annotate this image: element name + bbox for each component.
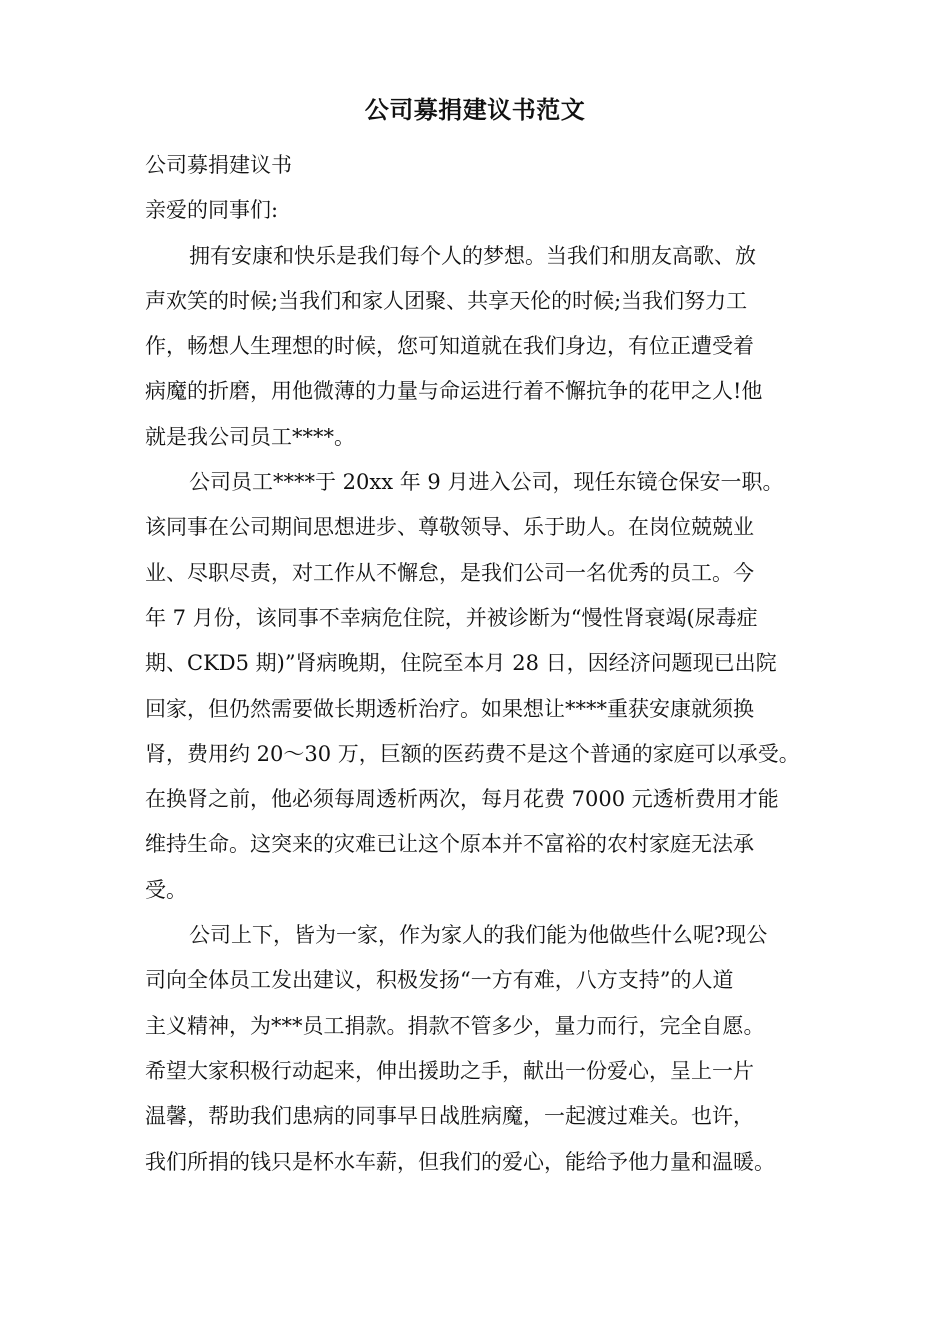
- document-heading: 公司募捐建议书: [145, 153, 292, 177]
- paragraph-line: 温馨，帮助我们患病的同事早日战胜病魔，一起渡过难关。也许，: [145, 1104, 754, 1129]
- paragraph-line: 期、CKD5 期)”肾病晚期，住院至本月 28 日，因经济问题现已出院: [145, 651, 777, 676]
- paragraph-line: 回家，但仍然需要做长期透析治疗。如果想让****重获安康就须换: [145, 696, 754, 721]
- paragraph-line: 受。: [145, 877, 187, 902]
- document-body: [145, 143, 825, 1185]
- paragraph-line: 声欢笑的时候;当我们和家人团聚、共享天伦的时候;当我们努力工: [145, 288, 748, 313]
- paragraph-line: 肾，费用约 20～30 万，巨额的医药费不是这个普通的家庭可以承受。: [145, 741, 800, 766]
- salutation: 亲爱的同事们:: [145, 198, 279, 223]
- paragraph-line: 司向全体员工发出建议，积极发扬“一方有难，八方支持”的人道: [145, 968, 734, 993]
- paragraph-2: [145, 460, 825, 913]
- paragraph-line: 公司员工****于 20xx 年 9 月进入公司，现任东镜仓保安一职。: [189, 470, 784, 495]
- paragraph-line: 业、尽职尽责，对工作从不懈怠，是我们公司一名优秀的员工。今: [145, 560, 754, 585]
- paragraph-line: 病魔的折磨，用他微薄的力量与命运进行着不懈抗争的花甲之人!他: [145, 379, 763, 404]
- paragraph-line: 拥有安康和快乐是我们每个人的梦想。当我们和朋友高歌、放: [189, 243, 756, 268]
- paragraph-line: 该同事在公司期间思想进步、尊敬领导、乐于助人。在岗位兢兢业: [145, 515, 754, 540]
- paragraph-line: 主义精神，为***员工捐款。捐款不管多少，量力而行，完全自愿。: [145, 1013, 765, 1038]
- paragraph-line: 我们所捐的钱只是杯水车薪，但我们的爱心，能给予他力量和温暖。: [145, 1149, 775, 1174]
- paragraph-line: 希望大家积极行动起来，伸出援助之手，献出一份爱心，呈上一片: [145, 1058, 754, 1083]
- paragraph-line: 作，畅想人生理想的时候，您可知道就在我们身边，有位正遭受着: [145, 334, 754, 359]
- paragraph-3: [145, 913, 825, 1185]
- document-title: 公司募捐建议书范文: [364, 95, 586, 124]
- paragraph-line: 在换肾之前，他必须每周透析两次，每月花费 7000 元透析费用才能: [145, 787, 779, 812]
- paragraph-line: 就是我公司员工****。: [145, 424, 355, 449]
- paragraph-1: [145, 234, 825, 460]
- paragraph-line: 维持生命。这突来的灾难已让这个原本并不富裕的农村家庭无法承: [145, 832, 754, 857]
- paragraph-line: 公司上下，皆为一家，作为家人的我们能为他做些什么呢?现公: [189, 923, 768, 948]
- paragraph-line: 年 7 月份，该同事不幸病危住院，并被诊断为“慢性肾衰竭(尿毒症: [145, 605, 758, 630]
